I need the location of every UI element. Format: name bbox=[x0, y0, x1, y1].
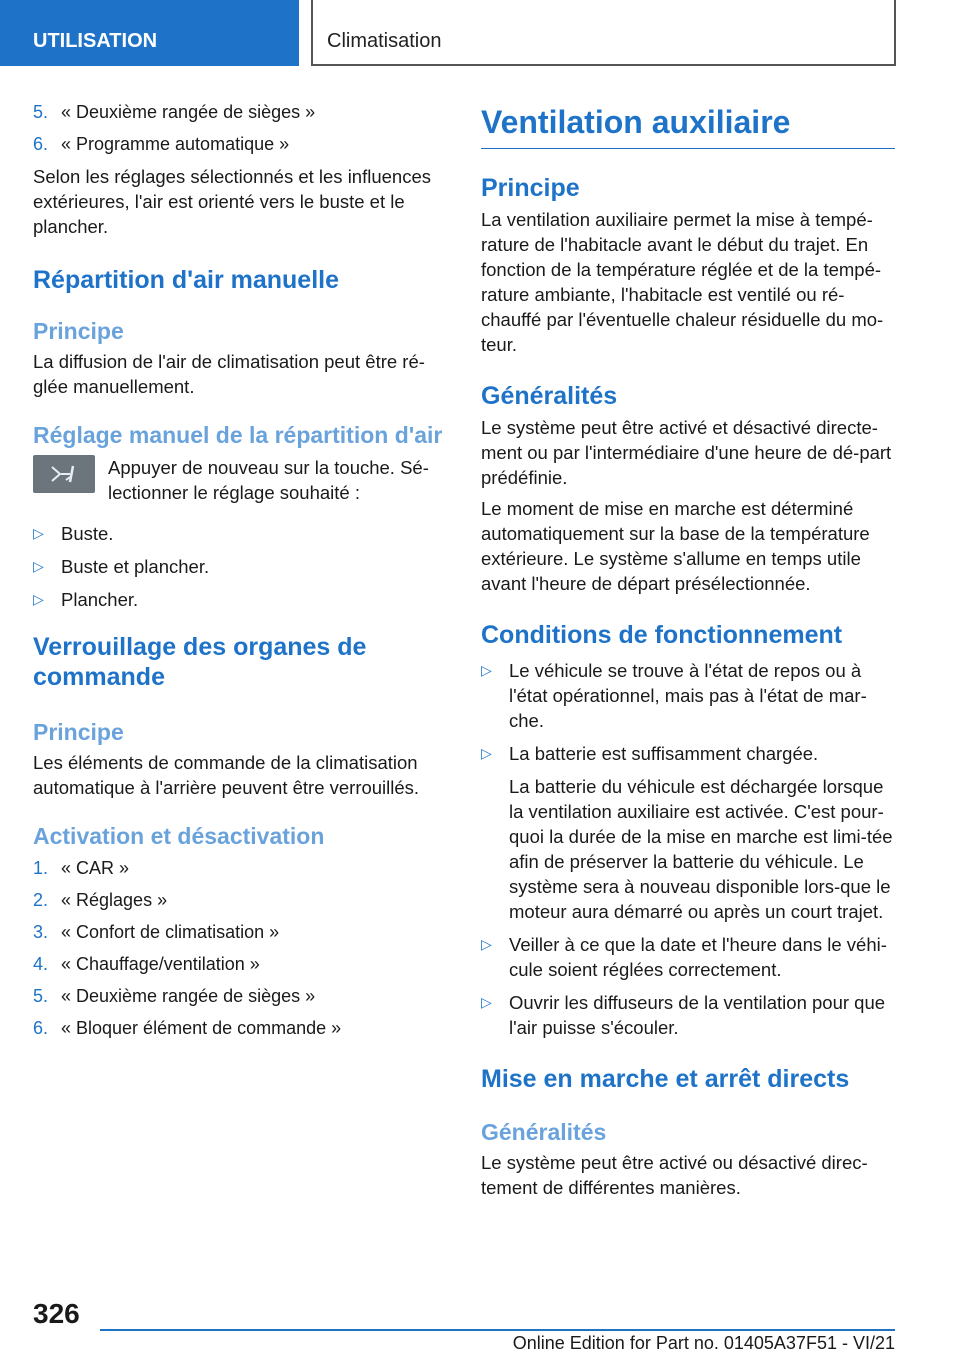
heading-principe: Principe bbox=[481, 174, 580, 202]
list-text: « Deuxième rangée de sièges » bbox=[61, 102, 316, 122]
list-item bbox=[33, 100, 443, 124]
triangle-bullet-icon: ▷ bbox=[33, 558, 44, 574]
page-number: 326 bbox=[33, 1298, 80, 1329]
heading-principe: Principe bbox=[33, 719, 124, 745]
heading-manual-setting: Réglage manuel de la répartition d'air bbox=[33, 422, 443, 448]
list-item bbox=[33, 521, 443, 546]
list-text: La batterie est suffisamment chargée. bbox=[509, 743, 819, 764]
list-text: Buste et plancher. bbox=[61, 556, 210, 577]
list-item bbox=[33, 952, 443, 976]
list-item bbox=[33, 888, 443, 912]
heading-activation: Activation et désactivation bbox=[33, 823, 325, 849]
list-text: « Réglages » bbox=[61, 890, 168, 910]
heading-principe: Principe bbox=[33, 318, 124, 344]
list-number: 6. bbox=[33, 134, 49, 154]
list-number: 2. bbox=[33, 890, 49, 910]
paragraph-generalites-3: Le système peut être activé ou désactivé direc-tement de différentes manières. bbox=[481, 1152, 868, 1198]
list-text: « Deuxième rangée de sièges » bbox=[61, 986, 316, 1006]
button-instruction bbox=[33, 455, 443, 505]
paragraph-generalites-1: Le système peut être activé et désactivé directe-ment ou par l'intermédiaire d'une heure de dé-part prédéfinie. bbox=[481, 417, 892, 488]
activation-steps bbox=[33, 856, 443, 1040]
paragraph-press-button: Appuyer de nouveau sur la touche. Sé-lectionner le réglage souhaité : bbox=[108, 457, 429, 503]
list-text: Plancher. bbox=[61, 589, 139, 610]
triangle-bullet-icon: ▷ bbox=[33, 591, 44, 607]
air-distribution-button-icon bbox=[33, 455, 95, 493]
list-number: 5. bbox=[33, 986, 49, 1006]
triangle-bullet-icon: ▷ bbox=[481, 662, 492, 678]
list-text: « CAR » bbox=[61, 858, 130, 878]
heading-direct: Mise en marche et arrêt directs bbox=[481, 1065, 850, 1093]
list-text: Le véhicule se trouve à l'état de repos ou à l'état opérationnel, mais pas à l'état de mar-che. bbox=[509, 660, 867, 731]
section-tab: UTILISATION bbox=[0, 0, 299, 66]
intro-paragraph: Selon les réglages sélectionnés et les influences extérieures, l'air est orienté vers le buste et le plancher. bbox=[33, 166, 431, 237]
paragraph-principe: La ventilation auxiliaire permet la mise à tempé-rature de l'habitacle avant le début du trajet. En fonction de la température réglée et de la tempé-rature ambiante, l'habitacle est ventilé ou ré-chauffé par l'éventuelle chaleur résiduelle du mo-teur. bbox=[481, 209, 884, 355]
footer-divider bbox=[100, 1329, 895, 1331]
triangle-bullet-icon: ▷ bbox=[481, 994, 492, 1010]
right-column bbox=[481, 102, 895, 1200]
list-number: 1. bbox=[33, 858, 49, 878]
list-item bbox=[481, 741, 895, 766]
list-item bbox=[33, 132, 443, 156]
list-number: 4. bbox=[33, 954, 49, 974]
list-item bbox=[33, 587, 443, 612]
triangle-bullet-icon: ▷ bbox=[481, 745, 492, 761]
list-text: « Confort de climatisation » bbox=[61, 922, 280, 942]
paragraph-principe: La diffusion de l'air de climatisation peut être ré-glée manuellement. bbox=[33, 351, 425, 397]
list-item bbox=[481, 932, 895, 982]
triangle-bullet-icon: ▷ bbox=[481, 936, 492, 952]
option-list bbox=[33, 521, 443, 612]
list-item bbox=[33, 920, 443, 944]
heading-manual-distribution: Répartition d'air manuelle bbox=[33, 266, 340, 294]
heading-generalites: Généralités bbox=[481, 382, 618, 410]
paragraph-generalites-2: Le moment de mise en marche est déterminé automatiquement sur la base de la température extérieure. Le système s'allume en temps utile avant l'heure de départ présélectionnée. bbox=[481, 498, 870, 594]
list-number: 3. bbox=[33, 922, 49, 942]
list-number: 5. bbox=[33, 102, 49, 122]
list-number: 6. bbox=[33, 1018, 49, 1038]
list-item bbox=[33, 554, 443, 579]
conditions-list bbox=[481, 658, 895, 1040]
topic-tab: Climatisation bbox=[311, 0, 896, 66]
list-item bbox=[481, 990, 895, 1040]
list-text: « Chauffage/ventilation » bbox=[61, 954, 260, 974]
heading-conditions: Conditions de fonctionnement bbox=[481, 621, 843, 649]
list-text: Ouvrir les diffuseurs de la ventilation pour que l'air puisse s'écouler. bbox=[509, 992, 886, 1038]
heading-ventilation: Ventilation auxiliaire bbox=[481, 102, 895, 149]
list-text: « Bloquer élément de commande » bbox=[61, 1018, 342, 1038]
paragraph-principe-lock: Les éléments de commande de la climatisation automatique à l'arrière peuvent être verrouillés. bbox=[33, 752, 420, 798]
list-item bbox=[481, 658, 895, 733]
edition-note: Online Edition for Part no. 01405A37F51 - VI/21 bbox=[512, 1333, 895, 1353]
heading-lock: Verrouillage des organes de commande bbox=[33, 633, 367, 691]
triangle-bullet-icon: ▷ bbox=[33, 525, 44, 541]
list-text: Veiller à ce que la date et l'heure dans le véhi-cule soient réglées correctement. bbox=[509, 934, 887, 980]
left-column bbox=[33, 100, 443, 1048]
list-text: Buste. bbox=[61, 523, 114, 544]
list-item bbox=[33, 856, 443, 880]
list-item-detail bbox=[481, 774, 895, 924]
list-item bbox=[33, 984, 443, 1008]
heading-generalites: Généralités bbox=[481, 1119, 607, 1145]
list-text: « Programme automatique » bbox=[61, 134, 290, 154]
list-text: La batterie du véhicule est déchargée lorsque la ventilation auxiliaire est activée. C'est pour-quoi la durée de la mise en marche est limi-tée afin de préserver la batterie du véhicule. Le système sera à nouveau disponible lors-que le moteur aura démarré ou après un court trajet. bbox=[509, 776, 893, 922]
list-item bbox=[33, 1016, 443, 1040]
